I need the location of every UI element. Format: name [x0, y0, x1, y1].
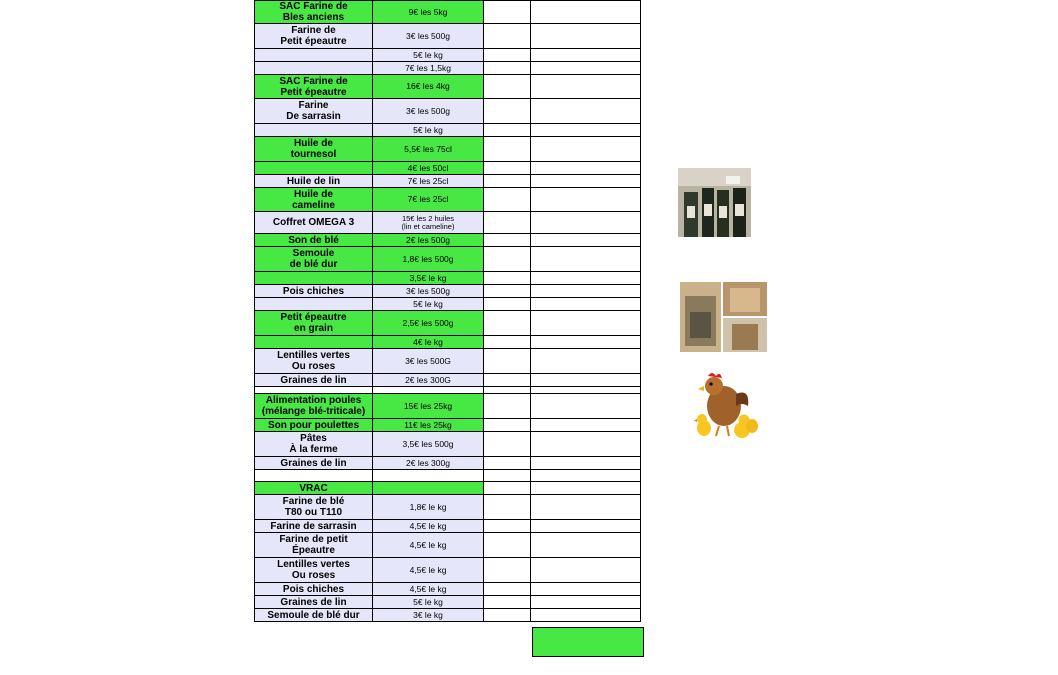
subtotal-cell[interactable]: [531, 124, 641, 137]
table-row: [255, 394, 641, 419]
table-row: [255, 387, 641, 394]
subtotal-cell[interactable]: [531, 432, 641, 457]
subtotal-cell[interactable]: [531, 49, 641, 62]
product-name-cell: [255, 49, 373, 62]
table-row: [255, 482, 641, 495]
subtotal-cell[interactable]: [531, 24, 641, 49]
table-row: [255, 495, 641, 520]
quantity-cell[interactable]: [484, 533, 531, 558]
subtotal-cell[interactable]: [531, 162, 641, 175]
product-name-cell: Lentilles vertes Ou roses: [255, 558, 373, 583]
quantity-cell[interactable]: [484, 175, 531, 188]
table-row: [255, 311, 641, 336]
product-price-cell: 7€ les 1,5kg: [373, 62, 484, 75]
quantity-cell[interactable]: [484, 419, 531, 432]
product-name-cell: Coffret OMEGA 3: [255, 212, 373, 234]
subtotal-cell[interactable]: [531, 457, 641, 470]
subtotal-cell[interactable]: [531, 482, 641, 495]
table-row: [255, 596, 641, 609]
subtotal-cell[interactable]: [531, 298, 641, 311]
product-price-cell: 5€ le kg: [373, 49, 484, 62]
table-row: [255, 457, 641, 470]
product-name-cell: [255, 336, 373, 349]
table-row: [255, 533, 641, 558]
product-price-cell: 2€ les 500g: [373, 234, 484, 247]
product-price-cell: 5€ le kg: [373, 124, 484, 137]
subtotal-cell[interactable]: [531, 374, 641, 387]
product-price-cell: 16€ les 4kg: [373, 75, 484, 99]
subtotal-cell[interactable]: [531, 188, 641, 212]
quantity-cell[interactable]: [484, 432, 531, 457]
product-name-cell: Huile de lin: [255, 175, 373, 188]
product-name-cell: Huile de cameline: [255, 188, 373, 212]
product-name-cell: SAC Farine de Petit épeautre: [255, 75, 373, 99]
quantity-cell[interactable]: [484, 99, 531, 124]
quantity-cell[interactable]: [484, 470, 531, 482]
quantity-cell[interactable]: [484, 311, 531, 336]
product-name-cell: Lentilles vertes Ou roses: [255, 349, 373, 374]
quantity-cell[interactable]: [484, 457, 531, 470]
table-row: [255, 234, 641, 247]
product-price-cell: 3€ le kg: [373, 609, 484, 622]
quantity-cell[interactable]: [484, 374, 531, 387]
table-row: [255, 470, 641, 482]
product-price-cell: 4€ le kg: [373, 336, 484, 349]
product-price-cell: 4€ les 50cl: [373, 162, 484, 175]
subtotal-cell[interactable]: [531, 520, 641, 533]
product-price-cell: 3€ les 500g: [373, 99, 484, 124]
subtotal-cell[interactable]: [531, 1, 641, 24]
quantity-cell[interactable]: [484, 298, 531, 311]
quantity-cell[interactable]: [484, 583, 531, 596]
product-price-cell: 2,5€ les 500g: [373, 311, 484, 336]
product-name-cell: Semoule de blé dur: [255, 247, 373, 272]
total-cell[interactable]: [532, 627, 644, 657]
subtotal-cell[interactable]: [531, 596, 641, 609]
table-row: [255, 583, 641, 596]
product-price-cell: 5,5€ les 75cl: [373, 137, 484, 162]
subtotal-cell[interactable]: [531, 62, 641, 75]
quantity-cell[interactable]: [484, 596, 531, 609]
subtotal-cell[interactable]: [531, 99, 641, 124]
product-price-cell: 15€ les 25kg: [373, 394, 484, 419]
product-name-cell: Graines de lin: [255, 596, 373, 609]
product-price-cell: 3€ les 500g: [373, 285, 484, 298]
subtotal-cell[interactable]: [531, 419, 641, 432]
product-name-cell: Farine de blé T80 ou T110: [255, 495, 373, 520]
product-price-cell: 4,5€ le kg: [373, 533, 484, 558]
table-row: [255, 188, 641, 212]
quantity-cell[interactable]: [484, 336, 531, 349]
quantity-cell[interactable]: [484, 272, 531, 285]
product-name-cell: [255, 62, 373, 75]
table-row: [255, 520, 641, 533]
quantity-cell[interactable]: [484, 137, 531, 162]
subtotal-cell[interactable]: [531, 558, 641, 583]
grain-bags-image: [680, 282, 767, 352]
quantity-cell[interactable]: [484, 558, 531, 583]
table-row: [255, 24, 641, 49]
table-row: [255, 336, 641, 349]
table-row: [255, 62, 641, 75]
table-row: [255, 349, 641, 374]
subtotal-cell[interactable]: [531, 234, 641, 247]
product-price-cell: 2€ les 300G: [373, 374, 484, 387]
table-row: [255, 298, 641, 311]
quantity-cell[interactable]: [484, 124, 531, 137]
table-row: [255, 124, 641, 137]
subtotal-cell[interactable]: [531, 311, 641, 336]
product-name-cell: [255, 298, 373, 311]
product-name-cell: Alimentation poules (mélange blé-triticale): [255, 394, 373, 419]
product-price-table: [254, 0, 641, 622]
product-price-cell: 2€ les 300g: [373, 457, 484, 470]
table-row: [255, 558, 641, 583]
subtotal-cell[interactable]: [531, 349, 641, 374]
subtotal-cell[interactable]: [531, 495, 641, 520]
quantity-cell[interactable]: [484, 387, 531, 394]
table-row: [255, 609, 641, 622]
subtotal-cell[interactable]: [531, 394, 641, 419]
table-row: [255, 285, 641, 298]
product-name-cell: [255, 387, 373, 394]
product-name-cell: VRAC: [255, 482, 373, 495]
product-name-cell: Semoule de blé dur: [255, 609, 373, 622]
table-row: [255, 75, 641, 99]
subtotal-cell[interactable]: [531, 609, 641, 622]
product-price-cell: 3€ les 500g: [373, 24, 484, 49]
quantity-cell[interactable]: [484, 234, 531, 247]
product-name-cell: Farine de Petit épeautre: [255, 24, 373, 49]
quantity-cell[interactable]: [484, 49, 531, 62]
product-name-cell: Son de blé: [255, 234, 373, 247]
subtotal-cell[interactable]: [531, 533, 641, 558]
quantity-cell[interactable]: [484, 62, 531, 75]
table-row: [255, 99, 641, 124]
subtotal-cell[interactable]: [531, 583, 641, 596]
product-price-cell: 7€ les 25cl: [373, 175, 484, 188]
product-price-cell: 5€ le kg: [373, 298, 484, 311]
quantity-cell[interactable]: [484, 75, 531, 99]
quantity-cell[interactable]: [484, 349, 531, 374]
product-price-cell: 5€ le kg: [373, 596, 484, 609]
oil-bottles-image: [678, 168, 751, 237]
quantity-cell[interactable]: [484, 520, 531, 533]
quantity-cell[interactable]: [484, 24, 531, 49]
subtotal-cell[interactable]: [531, 387, 641, 394]
subtotal-cell[interactable]: [531, 336, 641, 349]
quantity-cell[interactable]: [484, 394, 531, 419]
product-price-cell: 9€ les 5kg: [373, 1, 484, 24]
product-price-cell: 11€ les 25kg: [373, 419, 484, 432]
subtotal-cell[interactable]: [531, 285, 641, 298]
subtotal-cell[interactable]: [531, 212, 641, 234]
product-price-cell: 4,5€ le kg: [373, 583, 484, 596]
product-name-cell: [255, 124, 373, 137]
quantity-cell[interactable]: [484, 247, 531, 272]
subtotal-cell[interactable]: [531, 75, 641, 99]
table-row: [255, 419, 641, 432]
quantity-cell[interactable]: [484, 495, 531, 520]
table-row: [255, 432, 641, 457]
product-price-cell: 3,5€ les 500g: [373, 432, 484, 457]
product-rows: [255, 1, 641, 622]
subtotal-cell[interactable]: [531, 470, 641, 482]
product-price-cell: 3€ les 500G: [373, 349, 484, 374]
product-name-cell: [255, 162, 373, 175]
product-price-cell: 1,8€ les 500g: [373, 247, 484, 272]
product-price-cell: 1,8€ le kg: [373, 495, 484, 520]
subtotal-cell[interactable]: [531, 137, 641, 162]
product-name-cell: SAC Farine de Bles anciens: [255, 1, 373, 24]
table-row: [255, 272, 641, 285]
product-price-cell: 15€ les 2 huiles (lin et cameline): [373, 212, 484, 234]
hen-with-chicks-image: [694, 370, 760, 442]
product-price-cell: [373, 387, 484, 394]
product-price-cell: 4,5€ le kg: [373, 558, 484, 583]
table-row: [255, 162, 641, 175]
table-row: [255, 137, 641, 162]
product-price-cell: 3,5€ le kg: [373, 272, 484, 285]
product-name-cell: Farine de petit Épeautre: [255, 533, 373, 558]
product-price-cell: [373, 482, 484, 495]
quantity-cell[interactable]: [484, 162, 531, 175]
product-name-cell: Farine De sarrasin: [255, 99, 373, 124]
product-name-cell: Son pour poulettes: [255, 419, 373, 432]
quantity-cell[interactable]: [484, 188, 531, 212]
product-name-cell: Farine de sarrasin: [255, 520, 373, 533]
table-row: [255, 374, 641, 387]
table-row: [255, 212, 641, 234]
subtotal-cell[interactable]: [531, 247, 641, 272]
table-row: [255, 49, 641, 62]
product-name-cell: [255, 272, 373, 285]
quantity-cell[interactable]: [484, 285, 531, 298]
table-row: [255, 247, 641, 272]
product-name-cell: Huile de tournesol: [255, 137, 373, 162]
product-name-cell: [255, 470, 373, 482]
subtotal-cell[interactable]: [531, 175, 641, 188]
product-price-cell: 7€ les 25cl: [373, 188, 484, 212]
product-name-cell: Graines de lin: [255, 374, 373, 387]
quantity-cell[interactable]: [484, 212, 531, 234]
quantity-cell[interactable]: [484, 1, 531, 24]
quantity-cell[interactable]: [484, 609, 531, 622]
product-name-cell: Pâtes À la ferme: [255, 432, 373, 457]
quantity-cell[interactable]: [484, 482, 531, 495]
product-price-cell: [373, 470, 484, 482]
product-name-cell: Petit épeautre en grain: [255, 311, 373, 336]
table-row: [255, 175, 641, 188]
product-name-cell: Graines de lin: [255, 457, 373, 470]
subtotal-cell[interactable]: [531, 272, 641, 285]
product-price-cell: 4,5€ le kg: [373, 520, 484, 533]
product-name-cell: Pois chiches: [255, 583, 373, 596]
product-name-cell: Pois chiches: [255, 285, 373, 298]
table-row: [255, 1, 641, 24]
